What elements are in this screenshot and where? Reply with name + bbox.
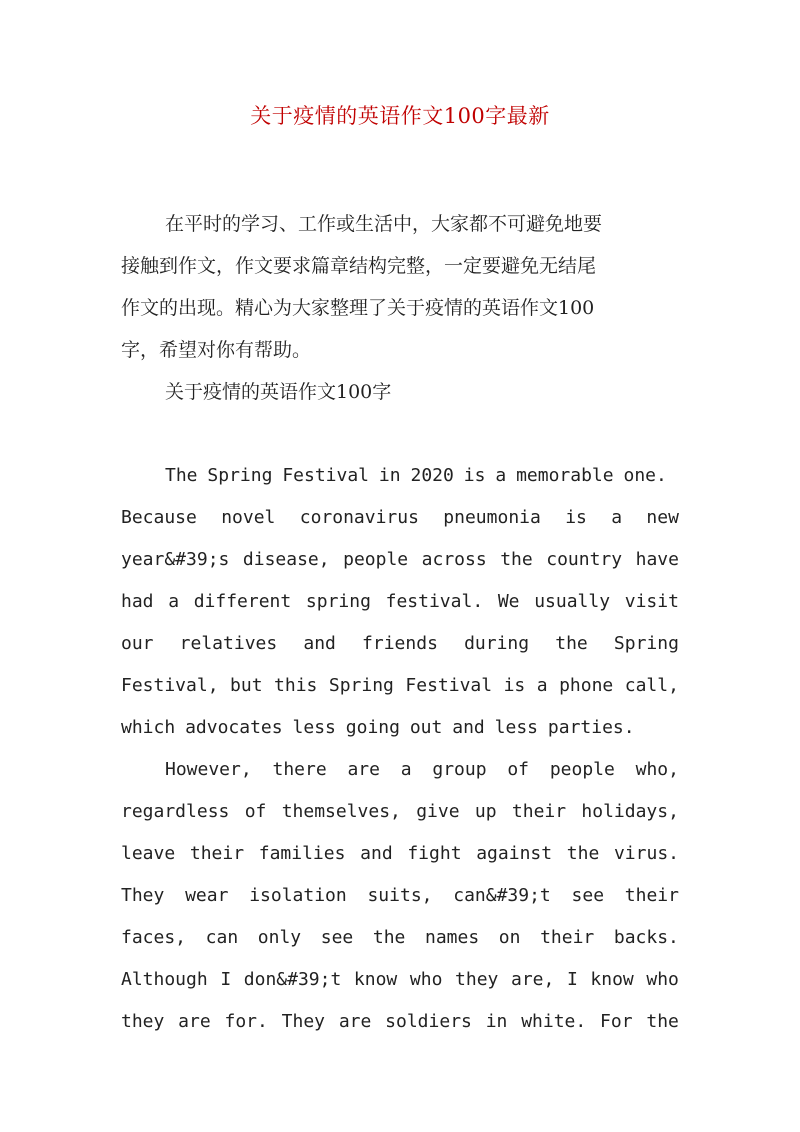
essay-word: friends [362, 633, 438, 654]
essay-word: people [343, 549, 409, 570]
essay-word: the [646, 1011, 679, 1032]
essay-word: Spring [328, 675, 394, 696]
essay-word: less [494, 717, 539, 738]
essay-word: holidays, [581, 801, 679, 822]
essay-word: which [121, 717, 176, 738]
essay-word: different [193, 591, 292, 612]
essay-word: white. [521, 1011, 587, 1032]
essay-word: faces, [121, 927, 187, 948]
essay-word: coronavirus [299, 507, 419, 528]
essay-line [121, 917, 679, 959]
essay-word: fight [407, 843, 462, 864]
essay-word: new [646, 507, 679, 528]
essay-word: backs. [613, 927, 679, 948]
essay-word: is [503, 675, 526, 696]
essay-word: phone [559, 675, 614, 696]
essay-word: less [292, 717, 336, 738]
essay-word: who, [635, 759, 679, 780]
essay-word: is [565, 507, 587, 528]
essay-word: they [455, 969, 499, 990]
essay-word: don&#39;t [243, 969, 342, 990]
essay-word: usually [534, 591, 611, 612]
essay-word: see [571, 885, 605, 906]
essay-word: For [600, 1011, 633, 1032]
essay-word: only [257, 927, 302, 948]
essay-word: a [400, 759, 412, 780]
essay-word: pneumonia [443, 507, 541, 528]
essay-word: Spring [207, 465, 273, 486]
essay-word: the [555, 633, 588, 654]
essay-word: see [320, 927, 354, 948]
essay-word: had [121, 591, 154, 612]
essay-word: of [244, 801, 267, 822]
essay-word: they [121, 1011, 165, 1032]
essay-word: their [189, 843, 245, 864]
essay-word: names [424, 927, 480, 948]
essay-word: are, [510, 969, 555, 990]
essay-word: who [409, 969, 443, 990]
essay-word: wear [185, 885, 229, 906]
essay-word: give [416, 801, 460, 822]
essay-word: spring [305, 591, 371, 612]
essay-subheading: 关于疫情的英语作文100字 [165, 381, 392, 403]
essay-word: memorable [516, 465, 614, 486]
essay-word: the [372, 927, 406, 948]
essay-word: parties. [547, 717, 635, 738]
essay-word: Festival, [121, 675, 219, 696]
essay-word: The [165, 465, 198, 486]
essay-word: and [360, 843, 393, 864]
essay-word: who [646, 969, 679, 990]
intro-line: 作文的出现。精心为大家整理了关于疫情的英语作文100 [121, 297, 595, 319]
essay-word: We [497, 591, 520, 612]
essay-word: isolation [249, 885, 347, 906]
essay-word: regardless [121, 801, 230, 822]
essay-word: festival. [385, 591, 484, 612]
english-essay [121, 455, 679, 1043]
essay-word: advocates [185, 717, 283, 738]
essay-word: soldiers [385, 1011, 472, 1032]
essay-word: Although [121, 969, 208, 990]
essay-line [121, 623, 679, 665]
essay-word: a [168, 591, 180, 612]
essay-word: Because [121, 507, 197, 528]
essay-word: a [495, 465, 507, 486]
essay-word: visit [624, 591, 679, 612]
essay-word: can [205, 927, 239, 948]
essay-word: know [590, 969, 634, 990]
essay-word: group [432, 759, 487, 780]
essay-word: and [303, 633, 336, 654]
essay-word: is [463, 465, 486, 486]
essay-word: the [566, 843, 600, 864]
essay-word: people [549, 759, 615, 780]
essay-word: year&#39;s [121, 549, 230, 570]
essay-line [121, 665, 679, 707]
essay-line [121, 1001, 679, 1043]
essay-word: and [452, 717, 485, 738]
essay-word: on [498, 927, 521, 948]
essay-line [121, 581, 679, 623]
essay-word: their [511, 801, 567, 822]
intro-line: 字，希望对你有帮助。 [121, 339, 312, 361]
essay-word: I [566, 969, 578, 990]
essay-line [121, 833, 679, 875]
essay-line [121, 539, 679, 581]
essay-word: one. [623, 465, 667, 486]
essay-word: relatives [179, 633, 278, 654]
essay-word: They [121, 885, 165, 906]
essay-word: a [536, 675, 548, 696]
intro-paragraph [121, 203, 659, 371]
essay-word: leave [121, 843, 176, 864]
essay-word: of [507, 759, 530, 780]
essay-word: However, [165, 759, 252, 780]
essay-word: a [611, 507, 623, 528]
essay-word: themselves, [281, 801, 401, 822]
essay-line [121, 959, 679, 1001]
essay-line [121, 455, 679, 497]
essay-word: out [409, 717, 443, 738]
essay-word: virus. [613, 843, 679, 864]
document-title: 关于疫情的英语作文100字最新 [250, 104, 550, 128]
essay-word: there [272, 759, 327, 780]
essay-word: are [347, 759, 380, 780]
essay-word: I [220, 969, 232, 990]
essay-word: novel [221, 507, 276, 528]
essay-word: our [121, 633, 154, 654]
essay-word: during [464, 633, 530, 654]
essay-word: their [540, 927, 595, 948]
essay-word: in [378, 465, 401, 486]
essay-line [121, 749, 679, 791]
essay-word: Festival [405, 675, 493, 696]
essay-word: country [546, 549, 623, 570]
essay-word: their [624, 885, 679, 906]
essay-word: suits, [367, 885, 433, 906]
essay-word: going [345, 717, 400, 738]
essay-word: Spring [613, 633, 679, 654]
essay-word: up [474, 801, 497, 822]
essay-word: this [274, 675, 318, 696]
essay-word: are [178, 1011, 211, 1032]
essay-word: Festival [282, 465, 370, 486]
essay-word: across [421, 549, 487, 570]
intro-line: 接触到作文，作文要求篇章结构完整，一定要避免无结尾 [121, 255, 597, 277]
essay-word: but [230, 675, 263, 696]
essay-word: have [635, 549, 679, 570]
essay-line [121, 875, 679, 917]
essay-line [121, 497, 679, 539]
intro-line: 在平时的学习、工作或生活中，大家都不可避免地要 [165, 213, 603, 235]
essay-word: can&#39;t [453, 885, 551, 906]
essay-word: families [258, 843, 346, 864]
essay-word: the [500, 549, 533, 570]
essay-line [121, 791, 679, 833]
essay-word: call, [624, 675, 679, 696]
essay-line [121, 707, 679, 749]
essay-word: They [281, 1011, 326, 1032]
essay-word: are [338, 1011, 372, 1032]
essay-word: in [485, 1011, 508, 1032]
essay-word: know [353, 969, 398, 990]
essay-word: disease, [242, 549, 330, 570]
essay-word: for. [224, 1011, 268, 1032]
essay-word: 2020 [410, 465, 454, 486]
essay-word: against [476, 843, 553, 864]
